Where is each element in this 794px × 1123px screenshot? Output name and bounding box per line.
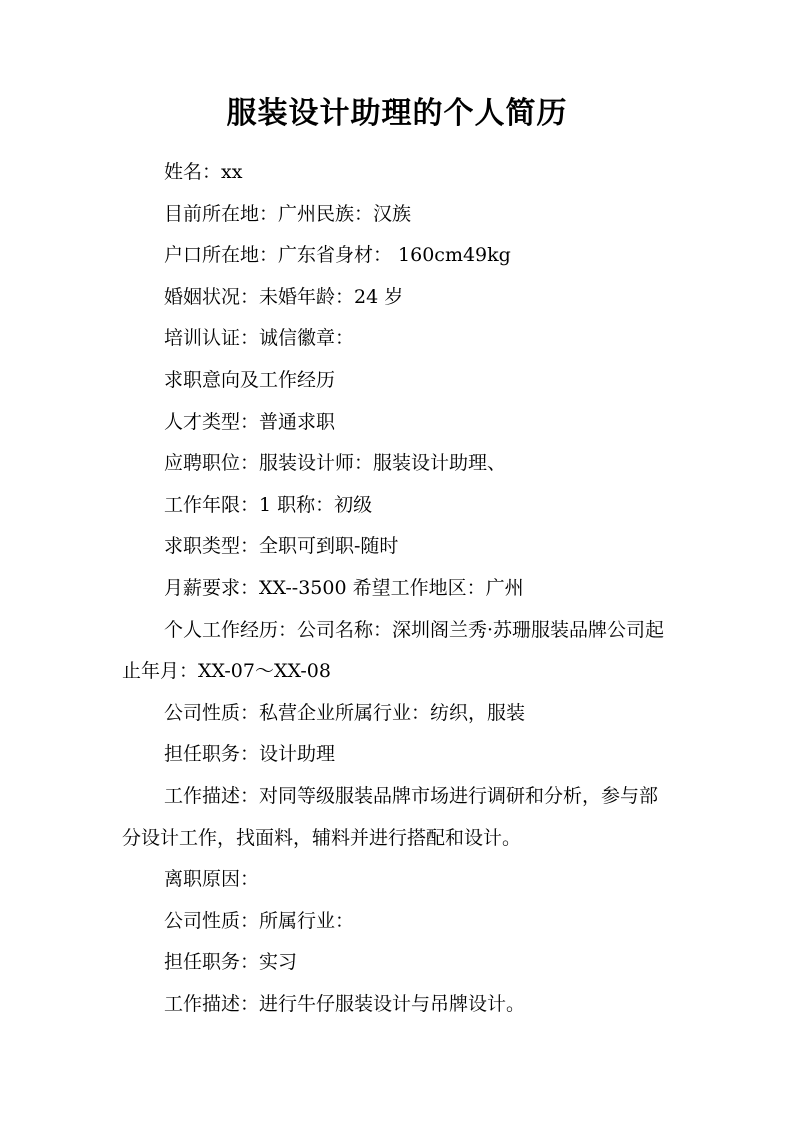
line-marital-status: 婚姻状况：未婚年龄：24 岁 (164, 285, 404, 308)
document-body (122, 152, 672, 1025)
line-leave-reason: 离职原因： (164, 868, 260, 891)
line-company-nature: 公司性质：私营企业所属行业：纺织，服装 (164, 701, 526, 724)
line-role: 担任职务：设计助理 (164, 743, 336, 766)
line-job-type: 求职类型：全职可到职-随时 (164, 535, 399, 558)
line-salary: 月薪要求：XX--3500 希望工作地区：广州 (164, 576, 524, 599)
line-section-heading: 求职意向及工作经历 (164, 368, 336, 391)
line-hukou-location: 户口所在地：广东省身材： 160cm49kg (164, 244, 511, 267)
line-company-nature-2: 公司性质：所属行业： (164, 909, 355, 932)
line-talent-type: 人才类型：普通求职 (164, 410, 336, 433)
line-role-2: 担任职务：实习 (164, 951, 298, 974)
line-name: 姓名：xx (164, 161, 243, 183)
document-title: 服装设计助理的个人简历 (226, 96, 568, 131)
line-job-description-2: 工作描述：进行牛仔服装设计与吊牌设计。 (164, 992, 526, 1015)
line-work-years: 工作年限：1 职称：初级 (164, 493, 373, 516)
line-work-history: 个人工作经历：公司名称：深圳阁兰秀·苏珊服装品牌公司起止年月：XX-07～XX-08 (122, 618, 665, 683)
line-position: 应聘职位：服装设计师：服装设计助理、 (164, 452, 507, 475)
line-current-location: 目前所在地：广州民族：汉族 (164, 202, 412, 225)
line-job-description: 工作描述：对同等级服装品牌市场进行调研和分析，参与部分设计工作，找面料，辅料并进行搭配和设计。 (122, 784, 659, 849)
line-certification: 培训认证：诚信徽章： (164, 327, 355, 350)
